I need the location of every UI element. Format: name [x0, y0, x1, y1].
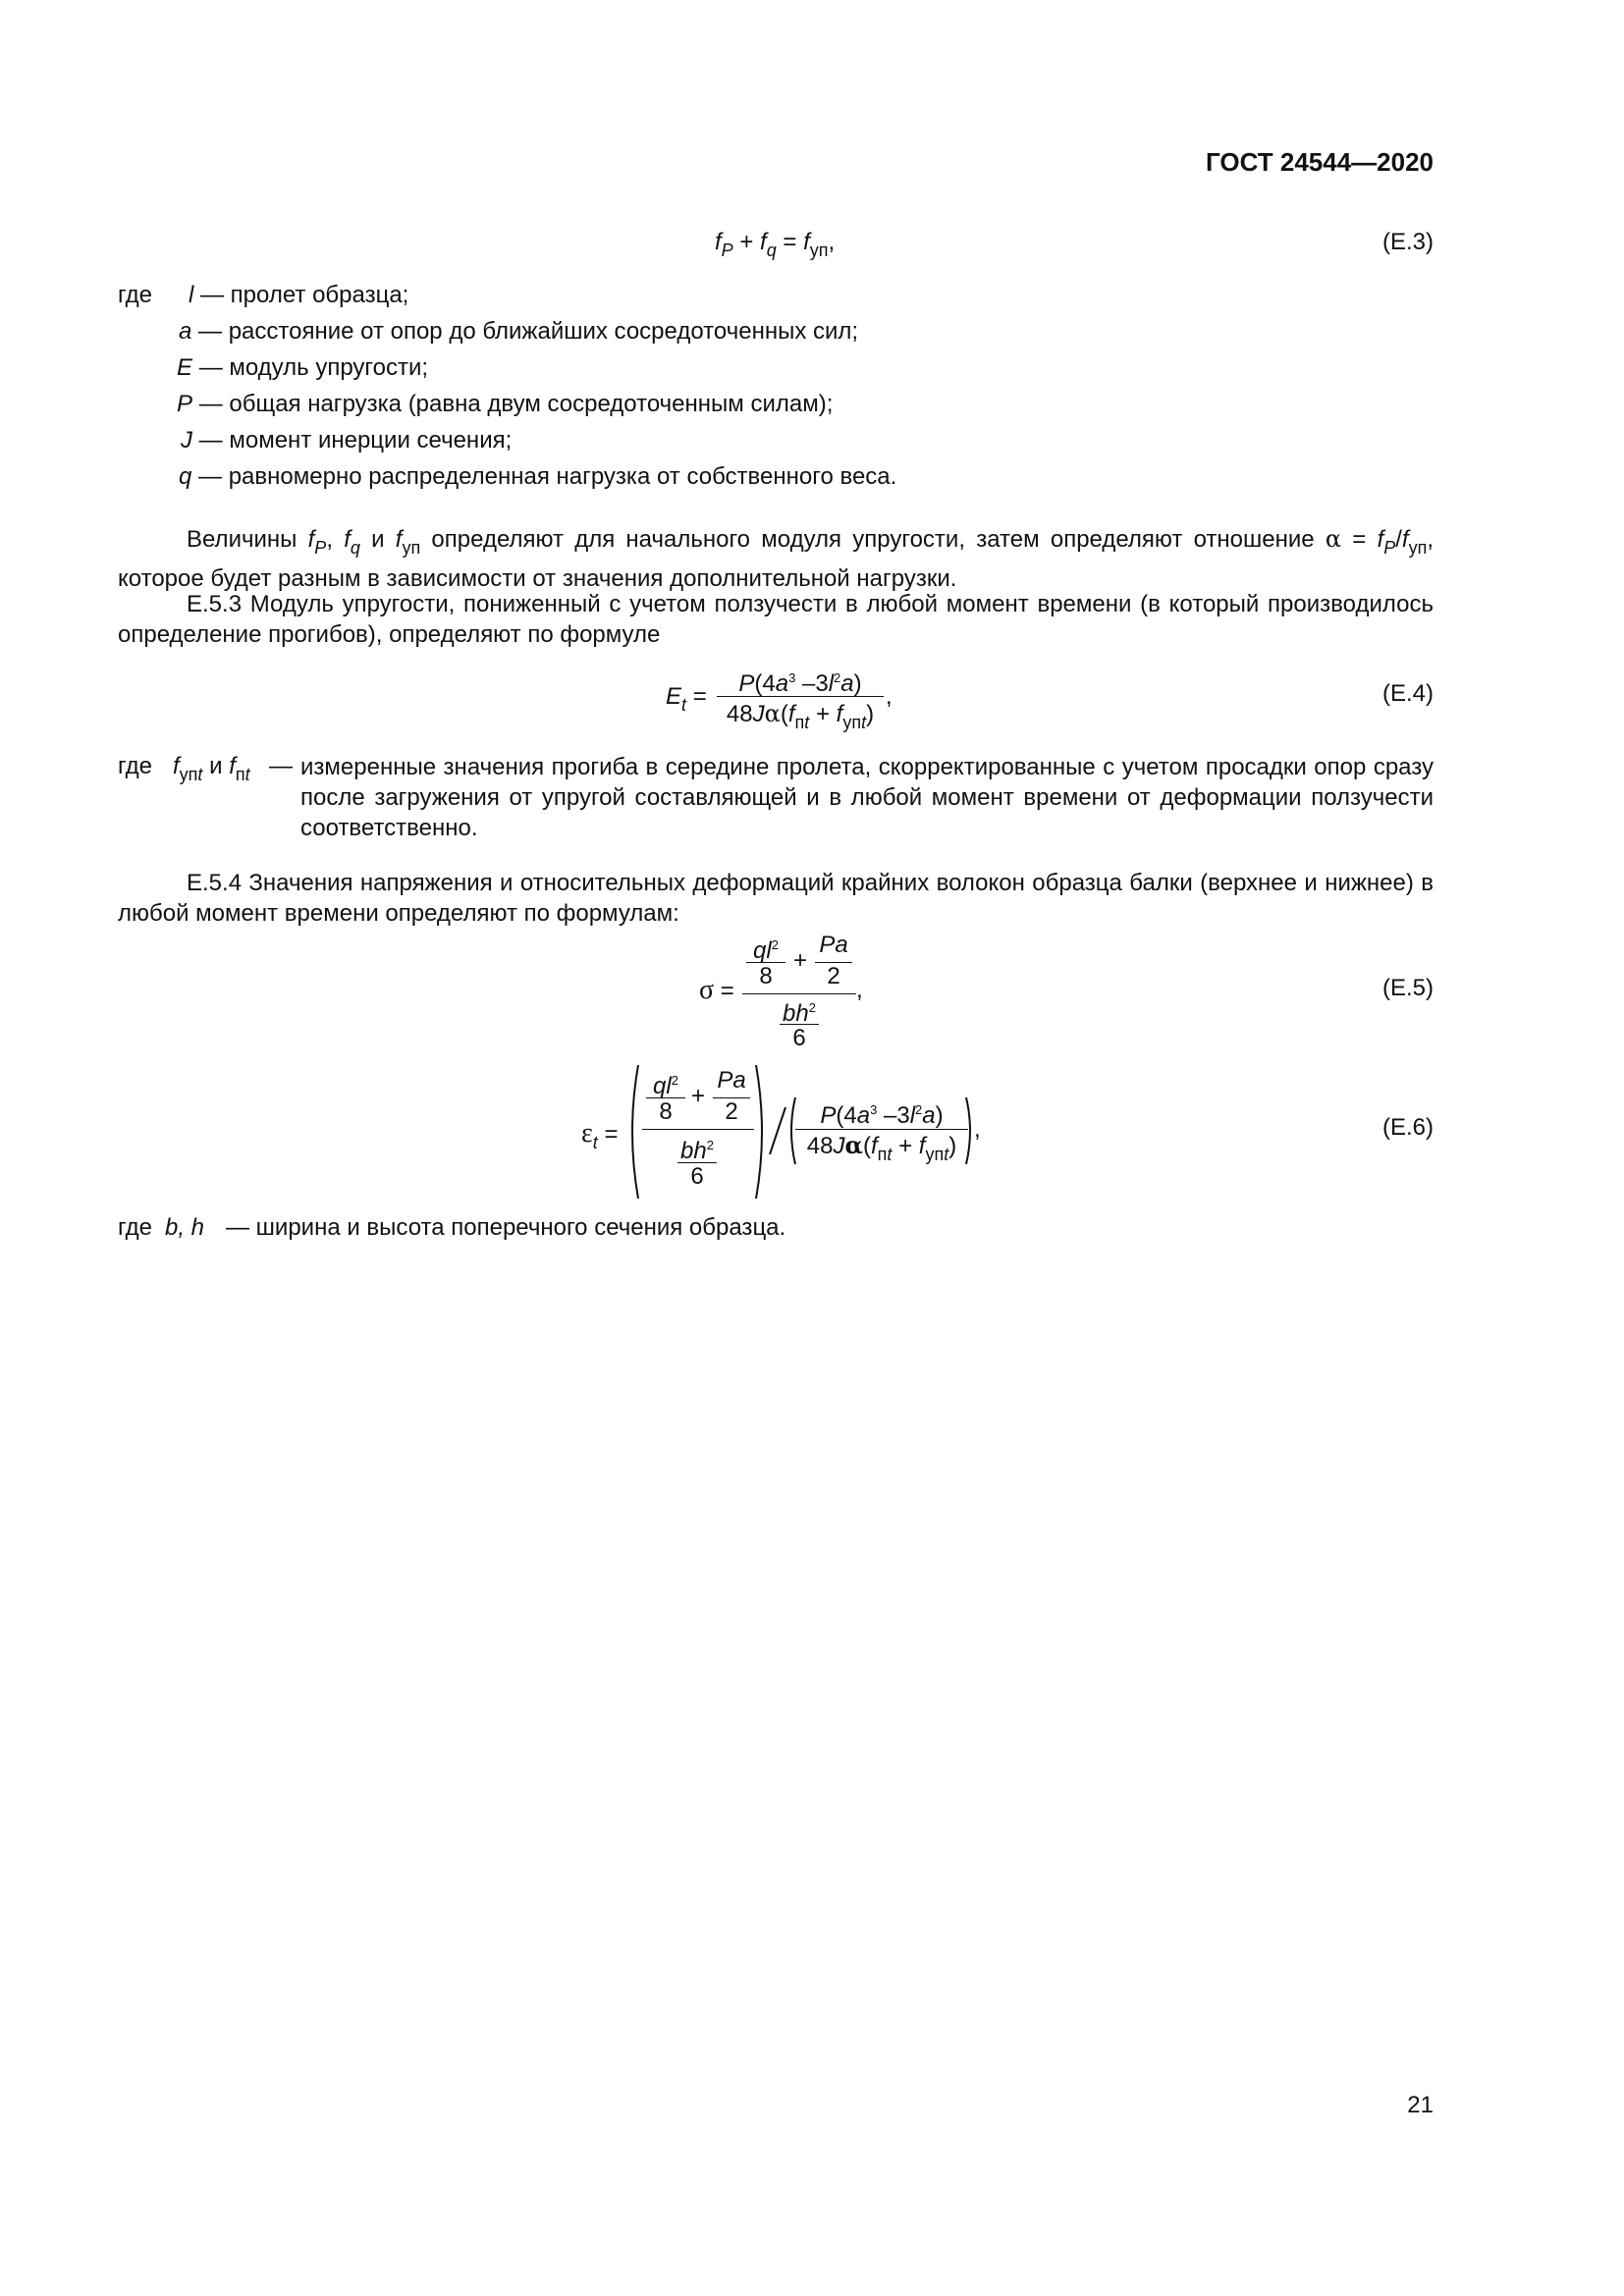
equation-number-e3: (Е.3) [1381, 229, 1434, 255]
legend-symbols: b, h [165, 1214, 205, 1241]
legend-item: E — модуль упругости; [177, 354, 429, 381]
legend-symbols: $f_{упt}$ и $f_{пt}$ [173, 753, 250, 784]
equation-number-e6: (Е.6) [1381, 1114, 1434, 1141]
legend-description: — ширина и высота поперечного сечения образца. [226, 1214, 786, 1241]
equation-number-e5: (Е.5) [1381, 975, 1434, 1001]
paragraph-e5-3: Е.5.3 Модуль упругости, пониженный с учетом ползучести в любой момент времени (в который производилось определение прогибов), определяют по формуле [118, 591, 1434, 648]
legend-item: P — общая нагрузка (равна двум сосредоточенным силам); [177, 391, 834, 417]
left-parenthesis [624, 1063, 644, 1201]
equation-number-e4: (Е.4) [1381, 680, 1434, 707]
paragraph-e5-4: Е.5.4 Значения напряжения и относительных деформаций крайних волокон образца балки (верхнее и нижнее) в любой момент времени определяют по формулам: [118, 870, 1434, 927]
legend-dash: — [269, 753, 293, 779]
equation-e3: $f_P + f_q = f_{уп}$, [715, 229, 836, 260]
legend-item: q — равномерно распределенная нагрузка от собственного веса. [179, 463, 897, 490]
legend-item: J — момент инерции сечения; [181, 427, 513, 454]
legend-intro: где [118, 1214, 153, 1241]
paragraph-modulus-ratio: Величины $f_P$, $f_q$ и $f_{уп}$ определяют для начального модуля упругости, затем определяют отношение $\alpha = f_P/f_{уп}$, которое будет разным в зависимости от значения дополнительной нагрузки. [118, 525, 1435, 592]
legend-item: l — пролет образца; [189, 282, 409, 308]
page-number: 21 [1407, 2092, 1434, 2118]
legend-description: измеренные значения прогиба в середине пролета, скорректированные с учетом просадки опор сразу после загружения от упругой составляющей и в любой момент времени от деформации ползучести соответственно. [300, 754, 1434, 841]
document-header: ГОСТ 24544—2020 [1206, 147, 1434, 177]
legend-intro: где [118, 753, 153, 779]
legend-intro: где [118, 282, 153, 308]
legend-item: a — расстояние от опор до ближайших сосредоточенных сил; [179, 318, 859, 345]
